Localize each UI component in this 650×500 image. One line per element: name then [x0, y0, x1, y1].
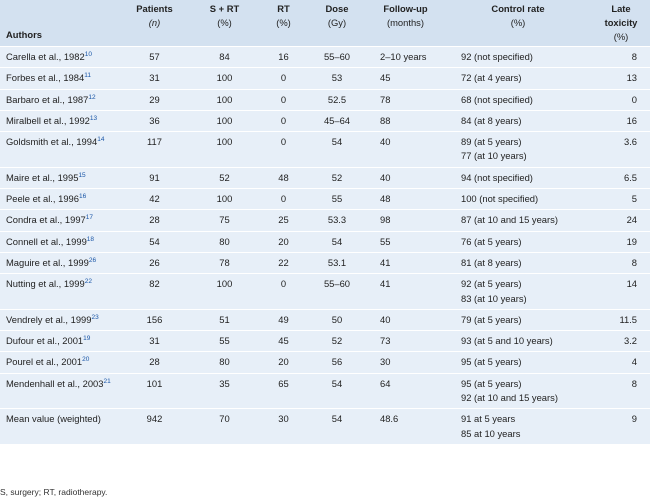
cell-srt: 100 [216, 72, 233, 84]
cell-srt: 70 [219, 413, 230, 425]
cell-srt: 55 [219, 335, 230, 347]
control-rate-line: 81 (at 8 years) [461, 256, 522, 268]
cell-control-rate [445, 110, 591, 131]
control-rate-line: 100 (not specified) [461, 193, 539, 205]
cell-followup: 64 [380, 377, 391, 389]
cell-dose: 45–64 [323, 114, 351, 126]
cell-author [0, 132, 119, 168]
cell-srt: 100 [216, 114, 233, 126]
cell-late-toxicity: 24 [626, 214, 637, 226]
reference-link[interactable]: 18 [86, 235, 95, 243]
cell-patients: 42 [149, 193, 160, 205]
control-rate-line: 83 (at 10 years) [461, 292, 527, 304]
cell-author [0, 409, 119, 444]
table-row [0, 210, 650, 231]
cell-author [0, 274, 119, 310]
author-name: Maire et al., 1995 [6, 171, 79, 183]
cell-followup: 2–10 years [380, 51, 427, 62]
cell-author [0, 47, 119, 68]
table-row [0, 331, 650, 352]
cell-followup: 45 [380, 72, 391, 84]
table-row [0, 352, 650, 373]
cell-dose: 52.5 [327, 93, 347, 105]
table-body [0, 47, 650, 444]
cell-followup: 41 [380, 278, 391, 290]
cell-dose: 54 [331, 377, 343, 389]
control-rate-line: 95 (at 5 years) [461, 356, 522, 368]
cell-author [0, 189, 119, 210]
header-control-rate: Control rate (%) [491, 3, 545, 28]
table-row [0, 409, 650, 444]
cell-control-rate [445, 331, 591, 352]
cell-rt: 45 [278, 335, 289, 347]
cell-late-toxicity: 11.5 [619, 313, 637, 325]
cell-rt: 49 [278, 313, 289, 325]
cell-patients: 26 [149, 256, 160, 268]
cell-patients: 117 [147, 136, 162, 148]
cell-late-toxicity: 13 [626, 72, 637, 84]
header-dose: Dose (Gy) [325, 3, 349, 28]
cell-control-rate [445, 409, 591, 444]
cell-rt: 30 [278, 413, 289, 425]
table-row [0, 274, 650, 310]
control-rate-line: 87 (at 10 and 15 years) [461, 214, 558, 226]
cell-patients: 31 [149, 72, 160, 84]
cell-followup: 78 [380, 93, 391, 105]
cell-patients: 91 [149, 171, 160, 183]
control-rate-line: 76 (at 5 years) [461, 235, 522, 247]
cell-author [0, 167, 119, 188]
cell-followup: 41 [380, 256, 391, 268]
author-name: Nutting et al., 1999 [6, 278, 85, 290]
cell-rt: 20 [278, 235, 289, 247]
cell-patients: 29 [149, 93, 160, 105]
cell-dose: 53.3 [327, 214, 347, 226]
author-name: Dufour et al., 2001 [6, 335, 84, 347]
cell-srt: 84 [219, 51, 230, 62]
table-row [0, 47, 650, 68]
cell-patients: 28 [149, 356, 160, 368]
cell-rt: 22 [278, 256, 289, 268]
cell-dose: 53 [331, 72, 343, 84]
cell-followup: 40 [380, 136, 391, 148]
cell-followup: 98 [380, 214, 391, 226]
cell-rt: 0 [280, 93, 287, 105]
cell-patients: 31 [149, 335, 160, 347]
cell-control-rate [445, 89, 591, 110]
reference-link[interactable]: 26 [88, 256, 97, 264]
cell-patients: 942 [146, 413, 163, 425]
table-row [0, 231, 650, 252]
table-row [0, 68, 650, 89]
header-patients: Patients (n) [136, 3, 173, 28]
cell-srt: 100 [216, 136, 233, 148]
control-rate-line: 95 (at 5 years) [461, 377, 522, 389]
author-name: Mendenhall et al., 2003 [6, 377, 104, 389]
cell-control-rate [445, 189, 591, 210]
cell-late-toxicity: 9 [631, 413, 637, 425]
cell-dose: 52 [331, 171, 343, 183]
cell-patients: 101 [146, 377, 163, 389]
author-name: Carella et al., 1982 [6, 51, 85, 62]
cell-dose: 55–60 [323, 278, 351, 290]
table-row [0, 373, 650, 409]
cell-followup: 48.6 [380, 413, 399, 425]
control-rate-line: 72 (at 4 years) [461, 72, 522, 84]
cell-rt: 0 [280, 136, 287, 148]
cell-dose: 50 [331, 313, 343, 325]
cell-followup: 73 [380, 335, 391, 347]
control-rate-line: 85 at 10 years [461, 427, 521, 439]
cell-followup: 40 [380, 171, 391, 183]
cell-patients: 57 [149, 51, 160, 62]
reference-link[interactable]: 12 [88, 93, 96, 101]
cell-late-toxicity: 19 [626, 235, 637, 247]
cell-srt: 78 [219, 256, 230, 268]
table-row [0, 252, 650, 273]
cell-rt: 0 [280, 72, 287, 84]
reference-link[interactable]: 11 [84, 72, 91, 80]
cell-control-rate [445, 68, 591, 89]
cell-control-rate [445, 274, 591, 310]
cell-author [0, 68, 119, 89]
cell-late-toxicity: 5 [631, 193, 637, 205]
author-name: Maguire et al., 1999 [6, 256, 89, 268]
cell-followup: 48 [380, 193, 391, 205]
cell-dose: 53.1 [327, 256, 347, 268]
header-late-toxicity: Late toxicity (%) [604, 3, 638, 42]
author-name: Connell et al., 1999 [6, 235, 87, 247]
cell-author [0, 309, 119, 330]
cell-patients: 28 [149, 214, 160, 226]
cell-rt: 0 [280, 193, 287, 205]
cell-author [0, 352, 119, 373]
header-rt: RT (%) [276, 3, 291, 28]
cell-late-toxicity: 8 [631, 51, 637, 62]
cell-control-rate [445, 373, 591, 409]
cell-author [0, 110, 119, 131]
cell-patients: 82 [149, 278, 160, 290]
cell-rt: 20 [278, 356, 289, 368]
cell-control-rate [445, 252, 591, 273]
cell-srt: 100 [216, 193, 233, 205]
cell-patients: 156 [146, 313, 163, 325]
control-rate-line: 77 (at 10 years) [461, 150, 527, 162]
cell-late-toxicity: 8 [631, 377, 637, 389]
cell-dose: 52 [331, 335, 343, 347]
cell-patients: 36 [149, 114, 160, 126]
cell-srt: 52 [219, 171, 230, 183]
cell-rt: 0 [280, 278, 287, 290]
cell-followup: 40 [380, 313, 391, 325]
control-rate-line: 93 (at 5 and 10 years) [461, 335, 553, 347]
reference-link[interactable]: 20 [82, 356, 90, 364]
reference-link[interactable]: 19 [83, 335, 91, 343]
table-row [0, 167, 650, 188]
control-rate-line: 92 (at 5 years) [461, 278, 522, 290]
cell-late-toxicity: 6.5 [623, 171, 637, 183]
cell-author [0, 210, 119, 231]
cell-author [0, 231, 119, 252]
reference-link[interactable]: 21 [103, 377, 111, 385]
reference-link[interactable]: 16 [78, 192, 87, 200]
cell-srt: 80 [219, 356, 230, 368]
author-name: Goldsmith et al., 1994 [6, 136, 98, 148]
control-rate-line: 91 at 5 years [461, 413, 516, 425]
author-name: Pourel et al., 2001 [6, 356, 83, 368]
control-rate-line: 79 (at 5 years) [461, 313, 522, 325]
cell-late-toxicity: 3.6 [623, 136, 637, 148]
cell-author [0, 331, 119, 352]
cell-dose: 55 [331, 193, 343, 205]
header-followup: Follow-up (months) [383, 3, 428, 28]
author-name: Forbes et al., 1984 [6, 72, 85, 84]
cell-author [0, 252, 119, 273]
cell-srt: 51 [219, 313, 230, 325]
cell-dose: 56 [331, 356, 343, 368]
cell-srt: 100 [216, 278, 233, 290]
cell-control-rate [445, 210, 591, 231]
cell-control-rate [445, 167, 591, 188]
author-name: Mean value (weighted) [6, 413, 101, 425]
cell-late-toxicity: 14 [626, 278, 637, 290]
reference-link[interactable]: 22 [84, 278, 92, 286]
cell-control-rate [445, 309, 591, 330]
cell-rt: 48 [278, 171, 289, 183]
author-name: Peele et al., 1996 [6, 193, 79, 205]
control-rate-line: 92 (at 10 and 15 years) [461, 392, 558, 404]
cell-rt: 16 [278, 51, 289, 62]
header-srt: S + RT (%) [209, 3, 240, 28]
cell-followup: 30 [380, 356, 391, 368]
control-rate-line: 68 (not specified) [461, 93, 533, 105]
cell-rt: 0 [280, 114, 287, 126]
cell-dose: 54 [331, 136, 343, 148]
cell-srt: 100 [216, 93, 233, 105]
cell-srt: 35 [219, 377, 230, 389]
cell-author [0, 89, 119, 110]
cell-dose: 54 [331, 413, 343, 425]
cell-control-rate [445, 47, 591, 68]
cell-srt: 80 [219, 235, 230, 247]
cell-srt: 75 [219, 214, 230, 226]
reference-link[interactable]: 13 [89, 114, 98, 122]
cell-late-toxicity: 8 [631, 256, 637, 268]
table-footnote: S, surgery; RT, radiotherapy. [0, 487, 108, 497]
control-rate-line: 94 (not specified) [461, 171, 533, 183]
reference-link[interactable]: 14 [97, 136, 105, 144]
cell-late-toxicity: 3.2 [623, 335, 637, 347]
header-authors: Authors [6, 29, 42, 40]
author-name: Vendrely et al., 1999 [6, 313, 92, 325]
cell-late-toxicity: 4 [631, 356, 637, 368]
cell-late-toxicity: 16 [626, 114, 637, 126]
table-row [0, 110, 650, 131]
reference-link[interactable]: 15 [78, 171, 86, 179]
table-row [0, 132, 650, 168]
cell-rt: 25 [278, 214, 289, 226]
cell-control-rate [445, 231, 591, 252]
header-row [0, 0, 650, 47]
control-rate-line: 89 (at 5 years) [461, 136, 522, 148]
table-row [0, 189, 650, 210]
cell-author [0, 373, 119, 409]
cell-dose: 55–60 [323, 51, 351, 62]
table-row [0, 89, 650, 110]
control-rate-line: 84 (at 8 years) [461, 114, 522, 126]
author-name: Condra et al., 1997 [6, 214, 86, 226]
cell-followup: 88 [380, 114, 391, 126]
cell-dose: 54 [331, 235, 343, 247]
cell-followup: 55 [380, 235, 391, 247]
author-name: Barbaro et al., 1987 [6, 93, 89, 105]
reference-link[interactable]: 17 [85, 214, 93, 222]
cell-rt: 65 [278, 377, 289, 389]
control-rate-line: 92 (not specified) [461, 51, 533, 62]
cell-late-toxicity: 0 [631, 93, 637, 105]
cell-control-rate [445, 352, 591, 373]
reference-link[interactable]: 23 [91, 313, 99, 321]
author-name: Miralbell et al., 1992 [6, 114, 90, 126]
cell-patients: 54 [149, 235, 160, 247]
table-row [0, 309, 650, 330]
reference-link[interactable]: 10 [84, 50, 92, 58]
cell-control-rate [445, 132, 591, 168]
